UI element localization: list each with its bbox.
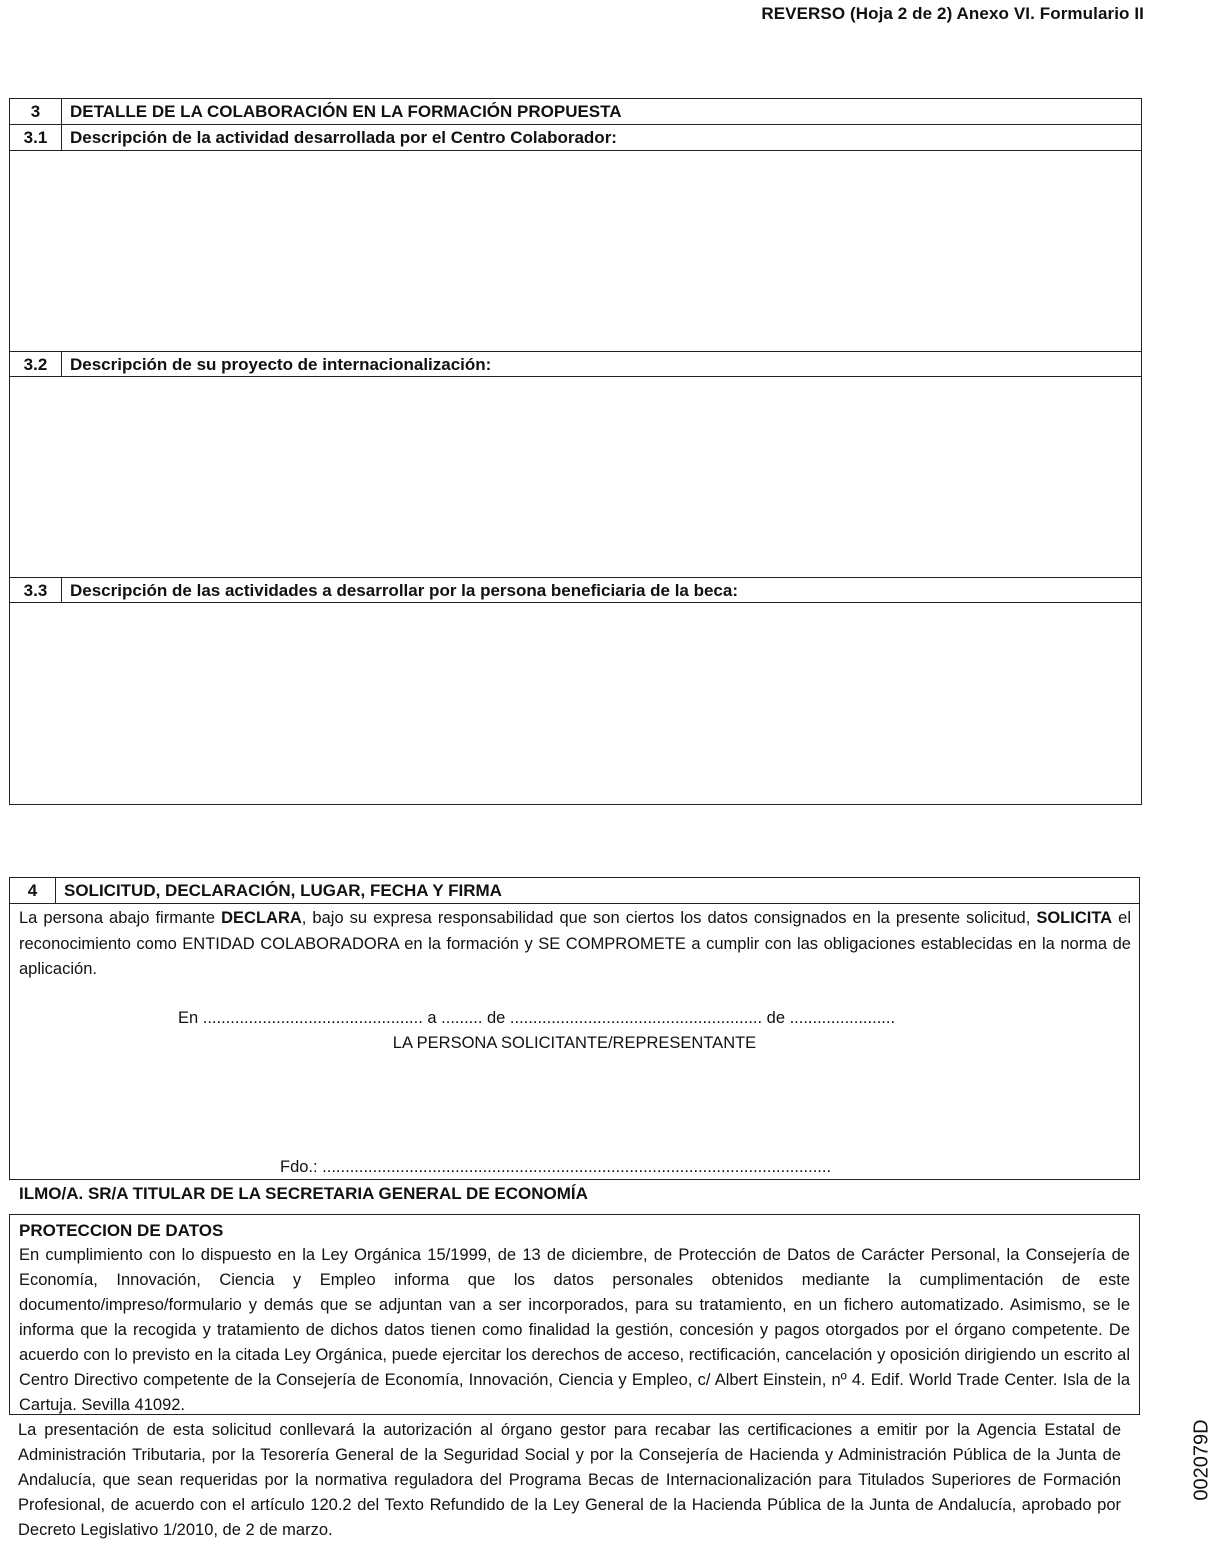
field-3-3-label: Descripción de las actividades a desarrollar por la persona beneficiaria de la beca: xyxy=(70,581,739,600)
page-header-title: REVERSO (Hoja 2 de 2) Anexo VI. Formulario II xyxy=(761,4,1144,23)
section-3-header xyxy=(10,99,1141,125)
field-3-2-number: 3.2 xyxy=(10,352,62,376)
field-3-3-number: 3.3 xyxy=(10,578,62,602)
declaration-part-2: , bajo su expresa responsabilidad que son ciertos los datos consignados en la presente solicitud, xyxy=(301,909,1037,927)
declaration-part-3: el reconocimiento como ENTIDAD COLABORADORA en la formación y SE COMPROMETE a cumplir con las obligaciones establecidas en la norma de aplicación. xyxy=(19,909,1131,978)
declaration-keyword-solicita: SOLICITA xyxy=(1036,909,1113,927)
signer-label xyxy=(10,1034,1139,1053)
section-4-request-declaration xyxy=(9,877,1140,1180)
declaration-text xyxy=(10,904,1139,983)
field-3-2-header xyxy=(10,351,1141,377)
field-3-1-label: Descripción de la actividad desarrollada por el Centro Colaborador: xyxy=(70,128,617,147)
field-3-3-header xyxy=(10,577,1141,603)
section-3-collaboration-detail xyxy=(9,98,1142,805)
field-3-2-label: Descripción de su proyecto de internacionalización: xyxy=(70,355,492,374)
field-3-1-number: 3.1 xyxy=(10,125,62,150)
field-3-3-input-area[interactable] xyxy=(10,603,1141,803)
declaration-part-1: La persona abajo firmante xyxy=(19,909,222,927)
signer-label-text: LA PERSONA SOLICITANTE/REPRESENTANTE xyxy=(392,1034,757,1052)
declaration-keyword-declara: DECLARA xyxy=(221,909,302,927)
data-protection-box xyxy=(9,1214,1140,1415)
section-4-header xyxy=(10,878,1139,904)
section-4-title: SOLICITUD, DECLARACIÓN, LUGAR, FECHA Y FIRMA xyxy=(64,881,502,900)
data-protection-title: PROTECCION DE DATOS xyxy=(19,1221,224,1240)
section-4-number: 4 xyxy=(10,878,56,903)
section-3-title: DETALLE DE LA COLABORACIÓN EN LA FORMACIÓN PROPUESTA xyxy=(70,102,622,121)
section-3-number: 3 xyxy=(10,99,62,124)
addressee: ILMO/A. SR/A TITULAR DE LA SECRETARIA GENERAL DE ECONOMÍA xyxy=(19,1184,588,1203)
form-code-vertical xyxy=(1190,1410,1213,1510)
field-3-2-input-area[interactable] xyxy=(10,377,1141,577)
signature-line[interactable]: Fdo.: ............................................................................................................... xyxy=(280,1158,832,1176)
authorization-note: La presentación de esta solicitud conllevará la autorización al órgano gestor para recabar las certificaciones a emitir por la Agencia Estatal de Administración Tributaria, por la Tesorería General de la Seguridad Social y por la Consejería de Hacienda y Administración Pública de la Junta de Andalucía, que sean requeridas por la normativa reguladora del Programa Becas de Internacionalización para Titulados Superiores de Formación Profesional, de acuerdo con el artículo 120.2 del Texto Refundido de la Ley General de la Hacienda Pública de la Junta de Andalucía, aprobado por Decreto Legislativo 1/2010, de 2 de marzo. xyxy=(18,1421,1121,1539)
form-code-text: 002079D xyxy=(1190,1419,1213,1501)
data-protection-text: En cumplimiento con lo dispuesto en la Ley Orgánica 15/1999, de 13 de diciembre, de Protección de Datos de Carácter Personal, la Consejería de Economía, Innovación, Ciencia y Empleo informa que los datos personales obtenidos mediante la cumplimentación de este documento/impreso/formulario y demás que se adjuntan van a ser incorporados, para su tratamiento, en un fichero automatizado. Asimismo, se le informa que la recogida y tratamiento de dichos datos tienen como finalidad la gestión, concesión y pagos otorgados por el órgano competente. De acuerdo con lo previsto en la citada Ley Orgánica, puede ejercitar los derechos de acceso, rectificación, cancelación y oposición dirigiendo un escrito al Centro Directivo competente de la Consejería de Economía, Innovación, Ciencia y Empleo, c/ Albert Einstein, nº 4. Edif. World Trade Center. Isla de la Cartuja. Sevilla 41092. xyxy=(19,1246,1130,1414)
field-3-1-header xyxy=(10,125,1141,151)
field-3-1-input-area[interactable] xyxy=(10,151,1141,351)
place-date-line[interactable]: En ................................................ a ......... de ....................................................... de ....................... xyxy=(178,1009,896,1027)
